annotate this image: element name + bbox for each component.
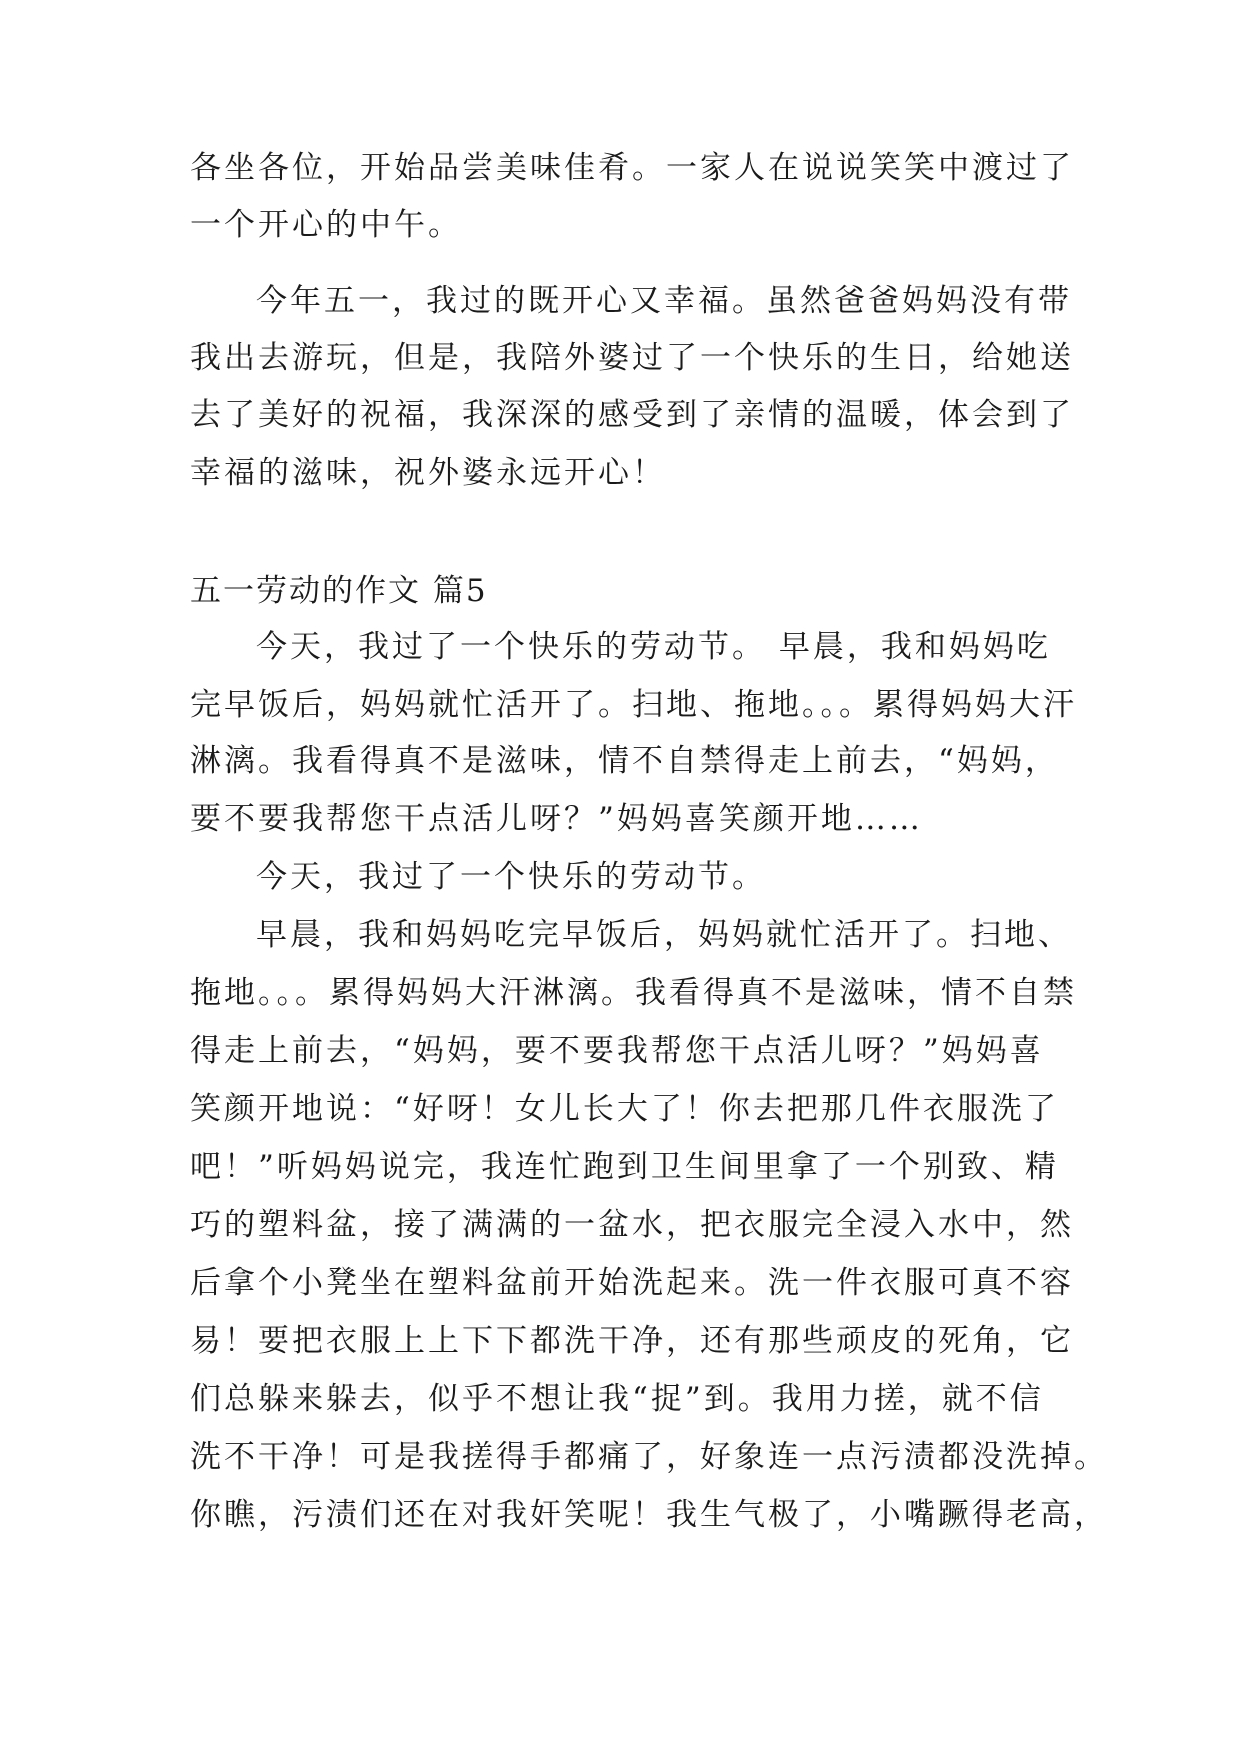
text-line: 早晨，我和妈妈吃完早饭后，妈妈就忙活开了。扫地、 [256, 917, 1072, 953]
text-line: 今天，我过了一个快乐的劳动节。 [256, 859, 766, 895]
text-line: 你瞧，污渍们还在对我奸笑呢！我生气极了，小嘴蹶得老高， [190, 1497, 1108, 1533]
text-line: 淋漓。我看得真不是滋味，情不自禁得走上前去，“妈妈， [190, 743, 1059, 779]
text-line: 巧的塑料盆，接了满满的一盆水，把衣服完全浸入水中，然 [190, 1207, 1074, 1243]
text-line: 洗不干净！可是我搓得手都痛了，好象连一点污渍都没洗掉。 [190, 1439, 1108, 1475]
text-line: 去了美好的祝福，我深深的感受到了亲情的温暖，体会到了 [190, 397, 1074, 433]
text-line: 笑颜开地说：“好呀！女儿长大了！你去把那几件衣服洗了 [190, 1091, 1059, 1127]
text-line: 完早饭后，妈妈就忙活开了。扫地、拖地。。。累得妈妈大汗 [190, 687, 1077, 723]
text-line: 一个开心的中午。 [190, 207, 462, 243]
text-line: 今天，我过了一个快乐的劳动节。 早晨，我和妈妈吃 [256, 629, 1051, 665]
text-line: 吧！”听妈妈说完，我连忙跑到卫生间里拿了一个别致、精 [190, 1149, 1059, 1185]
section-title: 五一劳动的作文 篇5 [190, 573, 488, 609]
text-line: 得走上前去，“妈妈，要不要我帮您干点活儿呀？”妈妈喜 [190, 1033, 1044, 1069]
text-line: 我出去游玩，但是，我陪外婆过了一个快乐的生日，给她送 [190, 340, 1074, 376]
text-line: 们总躲来躲去，似乎不想让我“捉”到。我用力搓，就不信 [190, 1381, 1044, 1417]
text-line: 拖地。。。累得妈妈大汗淋漓。我看得真不是滋味，情不自禁 [190, 975, 1077, 1011]
text-line: 易！要把衣服上上下下都洗干净，还有那些顽皮的死角，它 [190, 1323, 1074, 1359]
text-line: 各坐各位，开始品尝美味佳肴。一家人在说说笑笑中渡过了 [190, 150, 1074, 186]
text-line: 今年五一，我过的既开心又幸福。虽然爸爸妈妈没有带 [256, 283, 1072, 319]
text-line: 要不要我帮您干点活儿呀？”妈妈喜笑颜开地…… [190, 801, 923, 837]
text-line: 后拿个小凳坐在塑料盆前开始洗起来。洗一件衣服可真不容 [190, 1265, 1074, 1301]
text-line: 幸福的滋味，祝外婆永远开心！ [190, 455, 666, 491]
